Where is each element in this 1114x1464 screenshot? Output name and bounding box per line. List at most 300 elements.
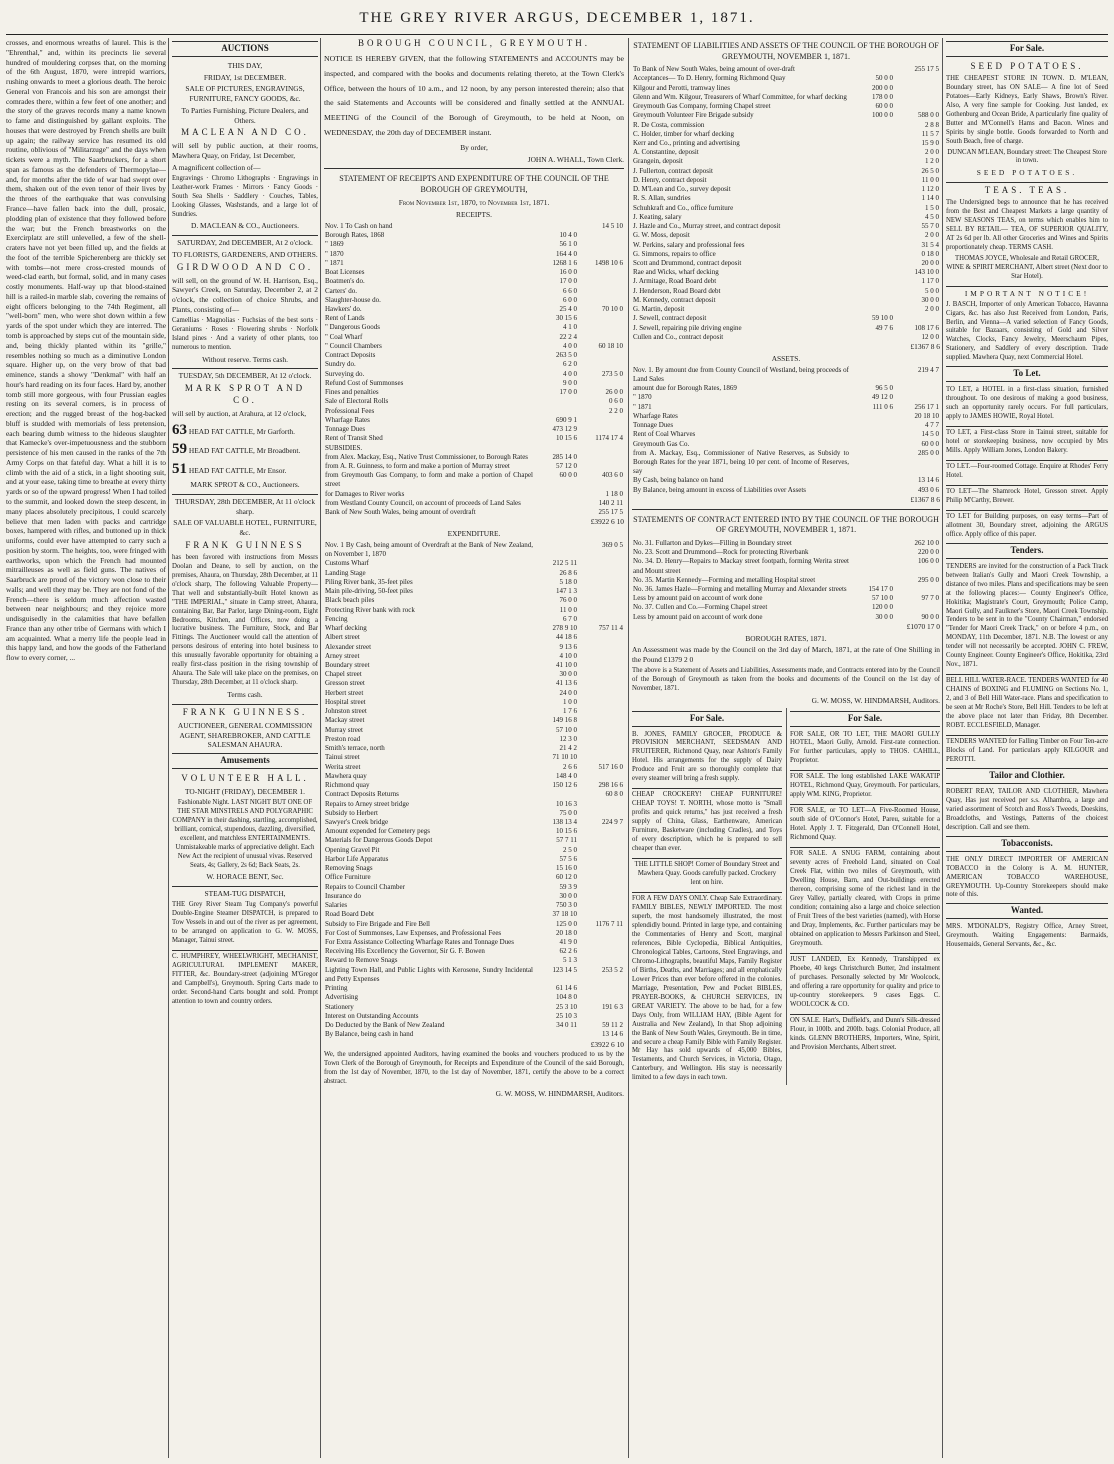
ad-body: ON SALE. Hart's, Duffield's, and Dunn's Silk-dressed Flour, in 100lb. and 200lb. bags. Colonial Produce, all kinds. GLENN BROTHERS, Importers, Wine, Spirit, and Provision Merchants, Albert street. [790, 1016, 940, 1051]
row-amount: 1268 1 6 [552, 258, 577, 267]
row-total: 1 12 0 [921, 185, 939, 194]
row-description: Sale of Electoral Rolls [325, 397, 389, 406]
row-amount: 6 6 0 [563, 286, 577, 295]
row-description: Preston road [325, 734, 361, 743]
ad-body: TO LET, a First-class Store in Tainui street, suitable for hotel or storekeeping business, now occupied by Mrs Mills. Apply William Jones, London Bakery. [946, 429, 1108, 455]
row-description: Borough Rates, 1868 [325, 231, 385, 240]
row-total: 256 17 1 [914, 402, 939, 411]
table-row [324, 809, 624, 818]
row-description: from Greymouth Gas Company, to form and make a portion of Chapel street [325, 471, 533, 489]
row-amount: 473 12 9 [552, 425, 577, 434]
row-total [578, 578, 624, 587]
table-row [324, 370, 624, 379]
row-description: Fines and penalties [325, 388, 379, 397]
section-heading-for-sale: For Sale. [790, 711, 940, 727]
row-description: Interest on Outstanding Accounts [325, 1011, 419, 1020]
row-amount [850, 204, 894, 213]
row-total: 2 0 0 [925, 148, 939, 157]
row-description: Reward to Remove Snags [325, 956, 398, 965]
row-description: Carters' do. [325, 286, 357, 295]
ad-body: The Undersigned begs to announce that he has received from the Best and Cheapest Markets a large quantity of NEW SEASONS TEAS, on terms which enables him to SELL BY RETAIL— TEA, OF SUPERIOR QUALITY, AT 2s 6d per lb. All other Groceries and Wines and Spirits proportionately cheap. TERMS CASH. [946, 199, 1108, 251]
row-description: Greymouth Gas Company, forming Chapel street [633, 102, 771, 111]
ad-title: SALE OF PICTURES, ENGRAVINGS, FURNITURE, FANCY GOODS, &c. [185, 84, 305, 104]
ad-items: Camellias · Magnolias · Fuchsias of the best sorts · Geraniums · Roses · Flowering shrubs · Norfolk Island pines · And a variety of other plants, too numerous to mention. [172, 316, 318, 351]
ad-body: THE LITTLE SHOP! Corner of Boundary Street and Mawhera Quay. Goods carefully packed. Crockery lent on hire. [634, 861, 780, 887]
table-row [324, 296, 624, 305]
row-amount [850, 185, 894, 194]
row-total: 253 5 2 [602, 965, 623, 974]
row-amount [850, 277, 894, 286]
row-amount [534, 499, 578, 508]
ad-body: THE ONLY DIRECT IMPORTER OF AMERICAN TOBACCO in the Colony is A. M. HUNTER, AMERICAN TOBACCO WAREHOUSE, GREYMOUTH. Up-Country Storekeepers should make note of this. [946, 855, 1108, 899]
row-amount: 10 15 6 [556, 434, 577, 443]
table-row [324, 864, 624, 873]
row-total [578, 892, 624, 901]
row-description: Receiving His Excellency the Governor, Sir G. F. Bowen [325, 947, 485, 956]
row-amount [850, 213, 894, 222]
row-total: 285 0 0 [918, 448, 939, 457]
ad-body: J. BASCH, Importer of only American Tobacco, Havanna Cigars, &c. has also Just Received from London, Paris, Berlin, and Vienna—A varied selection of Fancy Goods, suitable for Bazaars, consisting of Gold and Silver Watches, Clocks, Fancy Jewelry, Meerschaum Pipes, Stationery, and Saddlery of every description. Trade supplied. Mawhera Quay, next Commercial Hotel. [946, 300, 1108, 362]
row-total [578, 772, 624, 781]
row-description: Acceptances— To D. Henry, forming Richmond Quay [633, 74, 786, 83]
row-total: 219 4 7 [918, 365, 939, 374]
expenditure-table [324, 541, 624, 1040]
table-row [324, 453, 624, 462]
row-total [578, 416, 624, 425]
row-amount: 49 7 6 [875, 323, 893, 332]
row-description: Gresson street [325, 679, 365, 688]
row-amount [534, 444, 578, 453]
table-row [632, 130, 940, 139]
row-amount: 60 0 0 [875, 102, 893, 111]
row-amount: 57 5 6 [559, 854, 577, 863]
table-row [324, 323, 624, 332]
row-amount: 285 14 0 [552, 452, 577, 461]
row-description: Mackay street [325, 716, 365, 725]
row-amount [850, 430, 894, 439]
table-row [324, 587, 624, 596]
row-description: Werita street [325, 762, 361, 771]
section-heading-tailor: Tailor and Clothier. [946, 768, 1108, 784]
row-total [578, 652, 624, 661]
table-row [324, 569, 624, 578]
table-row [324, 499, 624, 508]
ad-body: TO LET.—Four-roomed Cottage. Enquire at Rhodes' Ferry Hotel. [946, 463, 1108, 479]
table-row [324, 615, 624, 624]
rates-signature: G. W. MOSS, W. HINDMARSH, Auditors. [811, 695, 940, 705]
row-amount [534, 222, 578, 231]
row-description: Glenn and Wm. Kilgour, Treasurers of Wharf Committee, for wharf decking [633, 92, 847, 101]
ad-firm: GIRDWOOD AND CO. [176, 261, 314, 272]
row-description: J. Sewell, repairing pile driving engine [633, 323, 742, 332]
section-heading-to-let: To Let. [946, 366, 1108, 382]
row-description: from A. Mackay, Esq., Commissioner of Native Reserves, as Subsidy to Borough Rates for the year 1871, being 10 per cent. of Income of Reserves, say [633, 448, 849, 476]
row-amount: 4 10 0 [559, 651, 577, 660]
row-amount: 57 12 0 [556, 462, 577, 470]
row-amount: 15 16 0 [556, 864, 577, 873]
row-description: Bank of New South Wales, being amount of overdraft [325, 508, 476, 517]
section-heading-amusements: Amusements [172, 753, 318, 769]
row-total [578, 707, 624, 716]
row-total [578, 462, 624, 471]
table-row [632, 412, 940, 421]
ad-terms: Without reserve. Terms cash. [202, 354, 288, 364]
row-total: 90 0 0 [921, 612, 939, 621]
row-total [578, 809, 624, 818]
masthead-rule [6, 34, 1108, 35]
table-row [324, 277, 624, 286]
row-amount: 10 15 6 [556, 827, 577, 836]
column-divider [942, 38, 943, 1458]
row-total: 1 5 0 [925, 203, 939, 212]
receipts-table [324, 222, 624, 518]
row-description: C. Holder, timber for wharf decking [633, 129, 734, 138]
table-row [324, 606, 624, 615]
row-amount: 34 0 11 [556, 1021, 577, 1030]
table-row [324, 744, 624, 753]
row-total: 191 6 3 [602, 1002, 623, 1011]
row-description: Contract Deposits Returns [325, 790, 399, 799]
rates-title: BOROUGH RATES, 1871. [745, 633, 827, 643]
ad-date: THURSDAY, 28th DECEMBER, At 11 o'clock sharp. [174, 496, 316, 516]
contract-title: STATEMENTS OF CONTRACT ENTERED INTO BY THE COUNCIL OF THE BOROUGH OF GREYMOUTH, NOVEMBER 1, 1871. [633, 514, 939, 535]
table-row [324, 596, 624, 605]
cattle-lot [172, 460, 318, 480]
table-row [632, 185, 940, 194]
table-row [632, 333, 940, 342]
table-row [632, 585, 940, 594]
row-total [578, 333, 624, 342]
row-total [578, 929, 624, 938]
row-total: 255 17 5 [914, 65, 939, 74]
table-row [632, 366, 940, 384]
table-row [324, 462, 624, 471]
table-row [632, 296, 940, 305]
row-amount: 4 0 0 [563, 341, 577, 350]
ad-body: THE Grey River Steam Tug Company's powerful Double-Engine Steamer DISPATCH, is prepared to Tow Vessels in and out of the river as per agreement, to be arranged on application to G. W. MOSS, Manager, Tainui street. [172, 901, 318, 944]
row-total [578, 698, 624, 707]
row-description: Wharfage Rates [633, 411, 678, 420]
row-description: Rae and Wicks, wharf decking [633, 268, 719, 277]
rates-note: The above is a Statement of Assets and Liabilities, Assessments made, and Contracts entered into by the Council of the Borough of Greymouth as taken from the books and documents of the Council on the 1st day of November, 1871. [632, 666, 940, 692]
row-total: 1174 17 4 [595, 434, 623, 443]
row-amount: 6 7 0 [563, 614, 577, 623]
row-description: G. W. Moss, deposit [633, 231, 690, 240]
row-amount: 6 2 0 [563, 360, 577, 369]
table-row [632, 231, 940, 240]
table-row [324, 287, 624, 296]
table-row [632, 102, 940, 111]
table-row [324, 1021, 624, 1030]
row-amount [850, 241, 894, 250]
table-row [324, 360, 624, 369]
ad-date: SATURDAY, 2nd DECEMBER, At 2 o'clock. [177, 238, 313, 248]
row-total: 15 9 0 [921, 138, 939, 147]
row-total: 143 10 0 [914, 268, 939, 277]
row-description: " Dangerous Goods [325, 323, 380, 332]
table-row [632, 613, 940, 622]
row-amount: 4 0 0 [563, 369, 577, 378]
row-description: Slaughter-house do. [325, 295, 381, 304]
row-description: from Alex. Mackay, Esq., Native Trust Commissioner, to Borough Rates [325, 452, 529, 461]
row-amount: 1 7 6 [563, 707, 577, 716]
row-total [578, 753, 624, 762]
row-amount [534, 1030, 578, 1039]
lot-owner: Mr Ensor. [256, 466, 287, 476]
row-total [578, 716, 624, 725]
row-total: 273 5 0 [602, 369, 623, 378]
table-row [324, 388, 624, 397]
row-amount: 30 15 6 [556, 314, 577, 323]
table-row [324, 541, 624, 559]
table-row [632, 403, 940, 412]
row-total: 26 0 0 [605, 388, 623, 397]
table-row [632, 305, 940, 314]
row-amount [850, 222, 894, 231]
table-row [632, 121, 940, 130]
row-amount [534, 397, 578, 406]
row-total [578, 587, 624, 596]
ad-body: THE CHEAPEST STORE IN TOWN. D. M'LEAN, Boundary street, has ON SALE— A fine lot of Seed Potatoes—Early Kidneys, Early Shaws, Brown's River. Also, A very fine sample for Cooking. Just landed, ex Gothenburg and Ocean Bride, A particularly fine quality of Butter and M'Connell's Hams and Bacon. Wines and Spirits by single bottle. Goods forwarded to North and South Beach, free of charge. [946, 74, 1108, 145]
ad-body: will sell by auction, at Arahura, at 12 o'clock, [172, 408, 307, 418]
row-description: Advertising [325, 993, 359, 1002]
lot-owner: Mr Garforth. [256, 426, 295, 436]
row-amount: 25 3 10 [556, 1002, 577, 1011]
ad-subtitle: To Parties Furnishing, Picture Dealers, and Others. [181, 105, 309, 125]
liabilities-total: £1367 8 6 [910, 342, 940, 352]
table-row [324, 379, 624, 388]
row-amount: 57 7 11 [556, 836, 577, 845]
row-amount: 120 0 0 [872, 603, 893, 612]
notice-body: NOTICE IS HEREBY GIVEN, that the following STATEMENTS and ACCOUNTS may be inspected, and compared with the books and documents relating thereto, at the Town Clerk's Office, between the hours of 10 a.m., and 12 noon, by any person interested therein; also that the said Statements and Accounts will be considered and finally settled at the ANNUAL MEETING of the Council of the Borough of Greymouth, to be held at Noon, on WEDNESDAY, the 20th day of DECEMBER instant. [324, 53, 624, 137]
notice-by: By order, [460, 142, 488, 152]
row-total: 262 10 0 [914, 538, 939, 547]
contract-table [632, 539, 940, 622]
row-amount [850, 167, 894, 176]
row-description: Insurance do [325, 891, 361, 900]
row-total: 31 5 4 [921, 240, 939, 249]
row-description: from A. R. Guinness, to form and make a portion of Murray street [325, 462, 510, 470]
row-amount: 75 0 0 [559, 808, 577, 817]
row-description: Subsidy to Fire Brigade and Fire Bell [325, 919, 430, 928]
section-heading-wanted: Wanted. [946, 903, 1108, 919]
row-description: Main pile-driving, 50-feet piles [325, 587, 413, 596]
section-heading-for-sale: For Sale. [946, 41, 1108, 57]
table-row [324, 652, 624, 661]
row-amount [850, 576, 894, 585]
row-total: 493 0 6 [918, 485, 939, 494]
ad-title: TEAS. TEAS. [984, 185, 1070, 196]
lot-count: 63 [172, 421, 187, 438]
row-total [578, 984, 624, 993]
table-row [324, 231, 624, 240]
table-row [324, 772, 624, 781]
table-row [324, 966, 624, 984]
row-description: Do Deducted by the Bank of New Zealand [325, 1021, 445, 1030]
row-total: 30 0 0 [921, 295, 939, 304]
row-total: 11 0 0 [921, 175, 939, 184]
section-heading-tobacconists: Tobacconists. [946, 836, 1108, 852]
row-total: 588 0 0 [918, 111, 939, 120]
row-total: 2 8 8 [925, 120, 939, 129]
row-description: For Cost of Summonses, Law Expenses, and Professional Fees [325, 928, 502, 937]
row-amount: 154 17 0 [868, 584, 893, 593]
row-description: W. Perkins, salary and professional fees [633, 240, 745, 249]
row-description: Mawhera quay [325, 771, 367, 780]
ad-items: Engravings · Chromo Lithographs · Engravings in Leather-work Frames · Mirrors · Fancy Goods · South Sea Shells · Saddlery · Couches, Tables, Looking Glasses, Washstands, and a large lot of Sundries. [172, 174, 318, 218]
row-total [578, 323, 624, 332]
table-row [324, 240, 624, 249]
row-description: No. 31. Fullarton and Dykes—Filling in Boundary street [633, 538, 792, 547]
table-row [324, 578, 624, 587]
table-row [324, 836, 624, 845]
ad-body: TENDERS WANTED for Falling Timber on Four Ten-acre Blocks of Land. For particulars apply KILGOUR and PEROTTI. [946, 738, 1108, 764]
row-total [578, 1012, 624, 1021]
table-row [324, 559, 624, 568]
row-description: J. Armitage, Road Board debt [633, 277, 717, 286]
column-divider [628, 38, 629, 1458]
row-total [578, 726, 624, 735]
row-amount: 96 5 0 [875, 384, 893, 393]
table-row [324, 661, 624, 670]
table-row [324, 471, 624, 489]
row-total [578, 559, 624, 568]
row-description: D. Henry, contract deposit [633, 175, 707, 184]
table-row [324, 689, 624, 698]
row-total [894, 74, 940, 83]
row-amount [850, 412, 894, 421]
table-row [324, 883, 624, 892]
table-row [324, 670, 624, 679]
row-description: Grangein, deposit [633, 157, 683, 166]
row-total [578, 873, 624, 882]
table-row [324, 790, 624, 799]
row-total: 59 11 2 [602, 1021, 623, 1030]
row-total: 1 18 0 [605, 489, 623, 498]
table-row [632, 222, 940, 231]
row-total: 11 5 7 [921, 129, 939, 138]
row-description: Rent of Transit Shed [325, 434, 383, 443]
row-description: By Balance, being cash in hand [325, 1030, 414, 1039]
row-description: Chapel street [325, 670, 362, 679]
row-description: Herbert street [325, 688, 364, 697]
table-row [632, 576, 940, 585]
row-description: J. Hazle and Co., Murray street, and contract deposit [633, 222, 781, 231]
row-amount [850, 139, 894, 148]
row-total: 295 0 0 [918, 575, 939, 584]
row-description: To Bank of New South Wales, being amount of over-draft [633, 65, 795, 74]
row-description: Road Board Debt [325, 910, 374, 919]
row-total: 757 11 4 [598, 624, 623, 633]
notice-signature: JOHN A. WHALL, Town Clerk. [527, 154, 624, 164]
ad-date: FRIDAY, 1st DECEMBER. [203, 72, 287, 82]
row-amount: 57 10 0 [556, 725, 577, 734]
row-amount: 200 0 0 [872, 83, 893, 92]
row-total [578, 836, 624, 845]
row-amount: 61 14 6 [556, 984, 577, 993]
row-total [578, 938, 624, 947]
row-total: 255 17 5 [598, 508, 623, 517]
table-row [632, 65, 940, 74]
row-total [578, 643, 624, 652]
table-row [632, 74, 940, 83]
receipts-total: £3922 6 10 [590, 517, 624, 527]
table-row [324, 993, 624, 1002]
row-amount [850, 440, 894, 449]
row-description: Repairs to Arney street bridge [325, 799, 409, 808]
table-row [324, 1012, 624, 1021]
statement-period: From November 1st, 1870, to November 1st, 1871. [398, 198, 550, 208]
row-description: Cullen and Co., contract deposit [633, 332, 724, 341]
row-description: Less by amount paid on account of work done [633, 594, 763, 603]
table-row [324, 342, 624, 351]
row-amount [850, 476, 894, 485]
row-amount [850, 305, 894, 314]
table-row [324, 800, 624, 809]
table-row [324, 901, 624, 910]
row-amount [850, 231, 894, 240]
column-article [6, 38, 166, 1456]
lot-count: 59 [172, 441, 187, 458]
ad-title: STEAM-TUG DISPATCH, [204, 889, 286, 899]
ad-body: ROBERT REAY, TAILOR AND CLOTHIER, Mawhera Quay, Has just received per s.s. Alhambra, a large and varied assortment of Scotch and Ross's Tweeds, Doeskins, Broadcloths, and Vestings, Patterns of the choicest description. Call and see them. [946, 787, 1108, 831]
row-amount: 104 8 0 [556, 993, 577, 1002]
contract-total: £1070 17 0 [906, 621, 940, 631]
table-row [324, 781, 624, 790]
row-total [578, 901, 624, 910]
row-description: Greymouth Volunteer Fire Brigade subsidy [633, 111, 754, 120]
row-description: Wharfage Rates [325, 415, 370, 424]
row-amount: 41 10 0 [556, 660, 577, 669]
row-description: No. 23. Scott and Drummond—Rock for protecting Riverbank [633, 548, 809, 557]
row-description: Hospital street [325, 697, 366, 706]
row-amount: 148 4 0 [556, 771, 577, 780]
table-row [324, 416, 624, 425]
row-description: Refund Cost of Summonses [325, 378, 404, 387]
ad-body: TO LET, a HOTEL in a first-class situation, furnished throughout. To one desirous of making a good business, such an opportunity rarely occurs. For full particulars, apply to JAMES HOWIE, Royal Hotel. [946, 386, 1108, 421]
table-row [632, 213, 940, 222]
ad-body: MRS. M'DONALD'S, Registry Office, Arney Street, Greymouth. Waiting Engagements: Barmaids, Housemaids, General Servants, &c., &c. [946, 923, 1108, 949]
row-description: By Balance, being amount in excess of Liabilities over Assets [633, 485, 807, 494]
row-description: Office Furniture [325, 873, 371, 882]
row-description: No. 34. D. Henry—Repairs to Mackay street footpath, forming Werita street and Mount street [633, 557, 849, 575]
row-amount: 60 0 0 [559, 471, 577, 480]
row-description: Kilgour and Perotti, tramway lines [633, 83, 731, 92]
row-amount [850, 296, 894, 305]
row-description: Smith's terrace, north [325, 744, 385, 753]
ad-body: CHEAP CROCKERY! CHEAP FURNITURE! CHEAP TOYS! T. NORTH, whose motto is "Small profits and quick returns," has just received a fresh supply of China, Glass, Earthenware, American Furniture, Basketware (including Cradles), and Toys of every description, which he is prepared to sell cheaper than ever. [632, 791, 782, 853]
row-description: Nov. 1 By Cash, being amount of Overdraft at the Bank of New Zealand, on November 1, 1870 [325, 540, 533, 559]
row-description: Kerr and Co., printing and advertising [633, 138, 740, 147]
row-total [578, 689, 624, 698]
table-row [324, 827, 624, 836]
row-amount: 6 0 0 [563, 295, 577, 304]
row-total [578, 615, 624, 624]
row-description: Boatmen's do. [325, 277, 365, 286]
row-description: Boat Licenses [325, 268, 365, 277]
row-description: Surveying do. [325, 369, 365, 378]
assets-heading: ASSETS. [771, 353, 801, 363]
row-description: Lighting Town Hall, and Public Lights with Kerosene, Sundry Incidental and Petty Expenses [325, 965, 533, 983]
table-row [324, 938, 624, 947]
row-description: No. 37. Cullen and Co.—Forming Chapel street [633, 603, 768, 612]
row-amount [850, 250, 894, 259]
table-row [324, 910, 624, 919]
row-amount: 10 4 0 [559, 231, 577, 240]
row-description: Boundary street [325, 660, 370, 669]
row-amount: 44 18 6 [556, 633, 577, 642]
row-total: 20 0 0 [921, 259, 939, 268]
